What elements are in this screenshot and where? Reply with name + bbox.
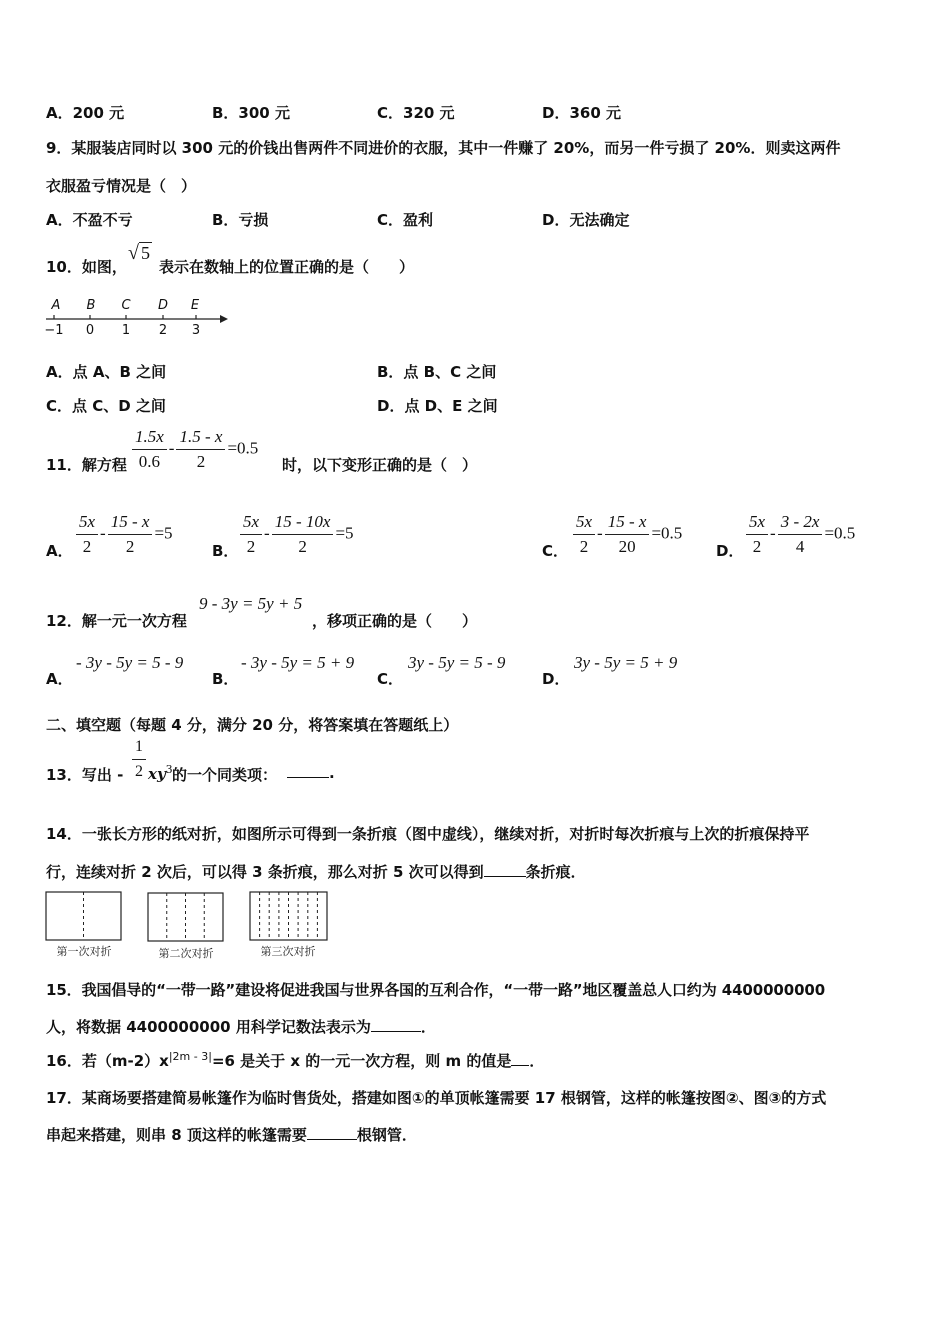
- section2-heading: 二、填空题（每题 4 分，满分 20 分，将答案填在答题纸上）: [46, 716, 459, 734]
- q12-prefix: 12．解一元一次方程: [46, 612, 187, 630]
- q11-label-a: A．: [46, 542, 73, 560]
- folding-diagram: [44, 890, 334, 962]
- q15-answer-blank: [371, 1030, 421, 1032]
- q12-equation: 9 - 3y = 5y + 5: [199, 594, 303, 613]
- q10-option-c: C．点 C、D 之间: [46, 397, 166, 415]
- q14-answer-blank: [484, 875, 526, 877]
- q9-option-a: A．不盈不亏: [46, 211, 133, 229]
- q12-label-a: A．: [46, 670, 73, 688]
- q12-option-a: - 3y - 5y = 5 - 9: [76, 653, 184, 672]
- q11-equation: [130, 426, 258, 473]
- q12-label-d: D．: [542, 670, 570, 688]
- q11-frac1: $\frac{1.5x}{0.6}$: [132, 426, 167, 473]
- q12-label-c: C．: [377, 670, 404, 688]
- q9-option-b: B．亏损: [212, 211, 269, 229]
- q11-rhs: =0.5: [227, 438, 259, 458]
- q13-prefix: 13．写出 -: [46, 766, 124, 784]
- q13-fraction: $\frac{1}{2}$: [130, 736, 148, 783]
- number-line-arrow: [220, 315, 228, 323]
- tick-label-0: 0: [85, 323, 95, 338]
- q9-line2: 衣服盈亏情况是（ ）: [46, 177, 197, 195]
- fold-caption-2: 第二次对折: [158, 947, 214, 960]
- q12-option-c: 3y - 5y = 5 - 9: [408, 653, 506, 672]
- q12-label-b: B．: [212, 670, 239, 688]
- q13-term: $xy^3$: [148, 763, 173, 783]
- q15-line2: 人，将数据 4400000000 用科学记数法表示为 ．: [46, 1018, 436, 1036]
- q12-suffix: ，移项正确的是（ ）: [312, 612, 478, 630]
- q9-option-c: C．盈利: [377, 211, 434, 229]
- q10-prefix: 10．如图，: [46, 258, 127, 276]
- tick-label-3: 3: [191, 323, 201, 338]
- sqrt-expression: √ 5: [128, 242, 150, 264]
- point-label-d: D: [157, 298, 169, 313]
- q10-option-d: D．点 D、E 之间: [377, 397, 498, 415]
- q13-suffix: 的一个同类项：: [172, 766, 278, 784]
- q17-line1: 17．某商场要搭建简易帐篷作为临时售货处，搭建如图①的单顶帐篷需要 17 根钢管，这样的帐篷按图②、图③的方式: [46, 1089, 827, 1107]
- number-line: [44, 294, 229, 340]
- q12-option-d: 3y - 5y = 5 + 9: [574, 653, 678, 672]
- q11-frac2: $\frac{1.5 - x}{2}$: [176, 426, 225, 473]
- tick-label-2: 2: [158, 323, 168, 338]
- q13-answer-blank: .: [287, 764, 335, 782]
- q11-label-b: B．: [212, 542, 239, 560]
- point-label-c: C: [121, 298, 131, 313]
- q9-option-d: D．无法确定: [542, 211, 630, 229]
- point-label-a: A: [51, 298, 61, 313]
- q14-line1: 14．一张长方形的纸对折，如图所示可得到一条折痕（图中虚线），继续对折，对折时每次折痕与上次的折痕保持平: [46, 825, 810, 843]
- q11-option-d: $\frac{5x}{2}$ - $\frac{3 - 2x}{4}$ =0.5: [744, 511, 855, 558]
- q8-option-c: C．320 元: [377, 104, 455, 122]
- q9-line1: 9．某服装店同时以 300 元的价钱出售两件不同进价的衣服，其中一件赚了 20%，而另一件亏损了 20%．则卖这两件: [46, 139, 841, 157]
- q16-answer-blank: [511, 1064, 529, 1066]
- fold-caption-3: 第三次对折: [260, 945, 316, 958]
- q15-line1: 15．我国倡导的“一带一路”建设将促进我国与世界各国的互利合作，“一带一路”地区覆盖总人口约为 4400000000: [46, 981, 826, 999]
- point-label-e: E: [190, 298, 200, 313]
- sqrt-radicand: 5: [140, 243, 150, 263]
- q11-option-b: $\frac{5x}{2}$ - $\frac{15 - 10x}{2}$ =5: [238, 511, 354, 558]
- tick-label-1: 1: [121, 323, 131, 338]
- tick-label-neg1: −1: [44, 323, 64, 338]
- q14-line2: 行，连续对折 2 次后，可以得 3 条折痕，那么对折 5 次可以得到 条折痕．: [46, 863, 586, 881]
- q17-line2: 串起来搭建，则串 8 顶这样的帐篷需要 根钢管．: [46, 1126, 417, 1144]
- q8-option-b: B．300 元: [212, 104, 290, 122]
- point-label-b: B: [86, 298, 96, 313]
- q17-answer-blank: [307, 1138, 357, 1140]
- q10-option-a: A．点 A、B 之间: [46, 363, 167, 381]
- q10-option-b: B．点 B、C 之间: [377, 363, 497, 381]
- q16-line: 16．若$(m-2)x^{|2m - 3|}=6$ 是关于 x 的一元一次方程，则 m 的值是 ．: [46, 1050, 545, 1070]
- q11-prefix: 11．解方程: [46, 456, 127, 474]
- q12-option-b: - 3y - 5y = 5 + 9: [241, 653, 355, 672]
- q11-suffix: 时，以下变形正确的是（ ）: [282, 456, 478, 474]
- q8-option-a: A．200 元: [46, 104, 125, 122]
- q11-option-c: $\frac{5x}{2}$ - $\frac{15 - x}{20}$ =0.5: [571, 511, 682, 558]
- q11-minus: -: [168, 438, 175, 458]
- q11-label-d: D．: [716, 542, 744, 560]
- q10-suffix: 表示在数轴上的位置正确的是（ ）: [159, 258, 415, 276]
- q11-label-c: C．: [542, 542, 569, 560]
- fold-caption-1: 第一次对折: [56, 945, 112, 958]
- q8-option-d: D．360 元: [542, 104, 621, 122]
- fold2-creases: [167, 893, 205, 941]
- fold3-creases: [260, 892, 318, 940]
- q11-option-a: $\frac{5x}{2}$ - $\frac{15 - x}{2}$ =5: [74, 511, 173, 558]
